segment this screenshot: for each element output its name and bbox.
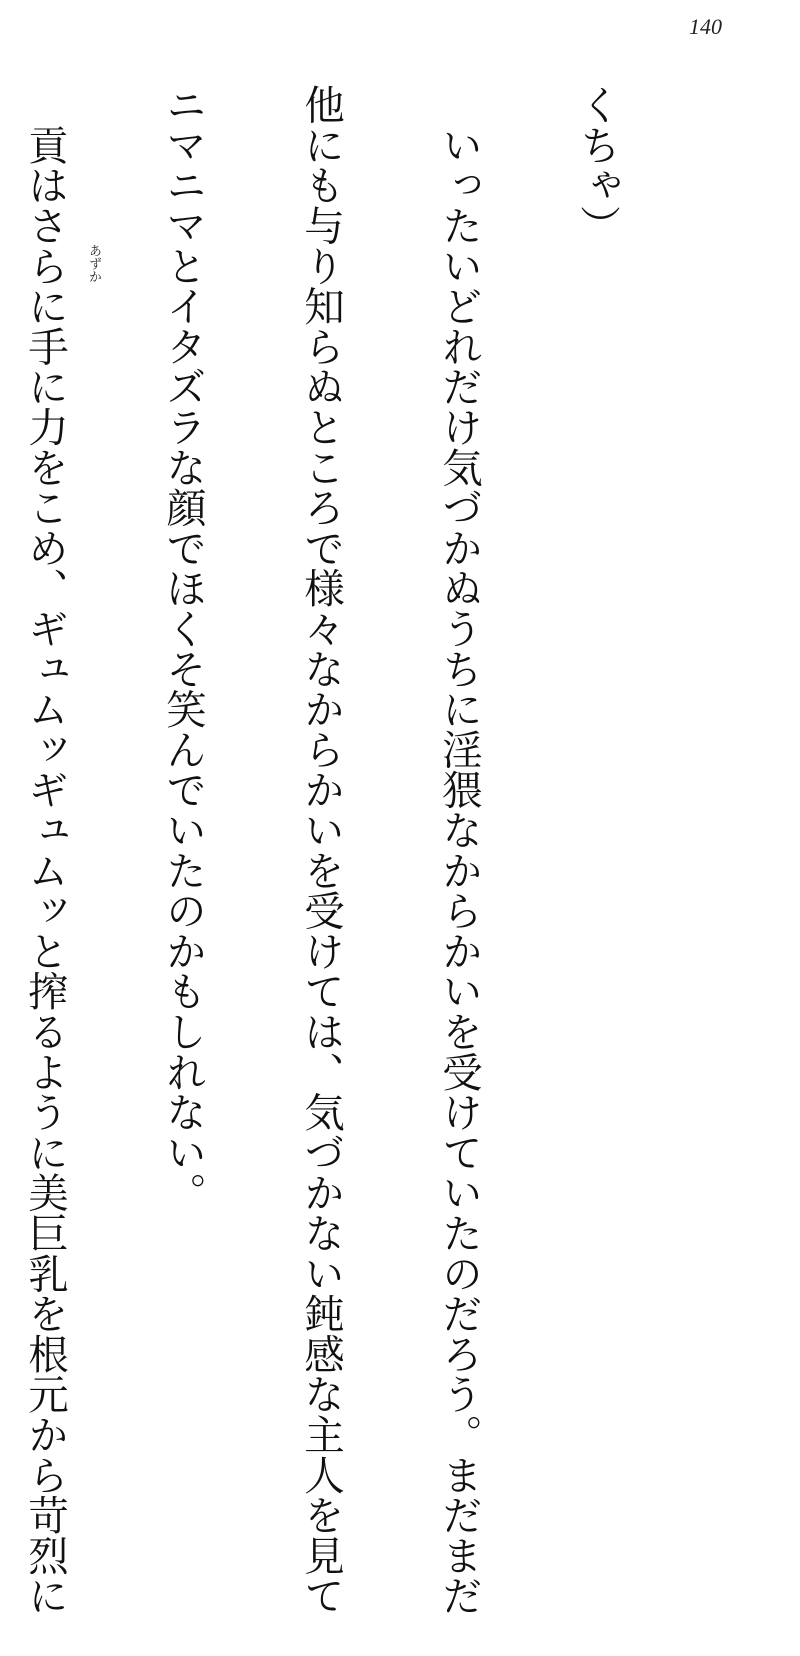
text-line: いったいどれだけ気づかぬうちに淫猥なからかいを受けていたのだろう。まだまだ xyxy=(435,84,483,1616)
text-line: くちゃ） xyxy=(573,84,621,246)
text-line: 他にも与り知らぬところで様々なからかいを受けては、気づかない鈍感な主人を見て xyxy=(297,84,345,1616)
body-text xyxy=(21,84,712,1616)
text-line: ニマニマとイタズラな顔でほくそ笑んでいたのかもしれない。 xyxy=(159,84,207,1213)
ruby-annotation: あずか xyxy=(86,244,101,283)
text-line: 貢はさらに手に力をこめ、ギュムッギュムッと搾るように美巨乳を根元から苛烈に xyxy=(21,84,69,1616)
page-number: 140 xyxy=(689,14,722,39)
